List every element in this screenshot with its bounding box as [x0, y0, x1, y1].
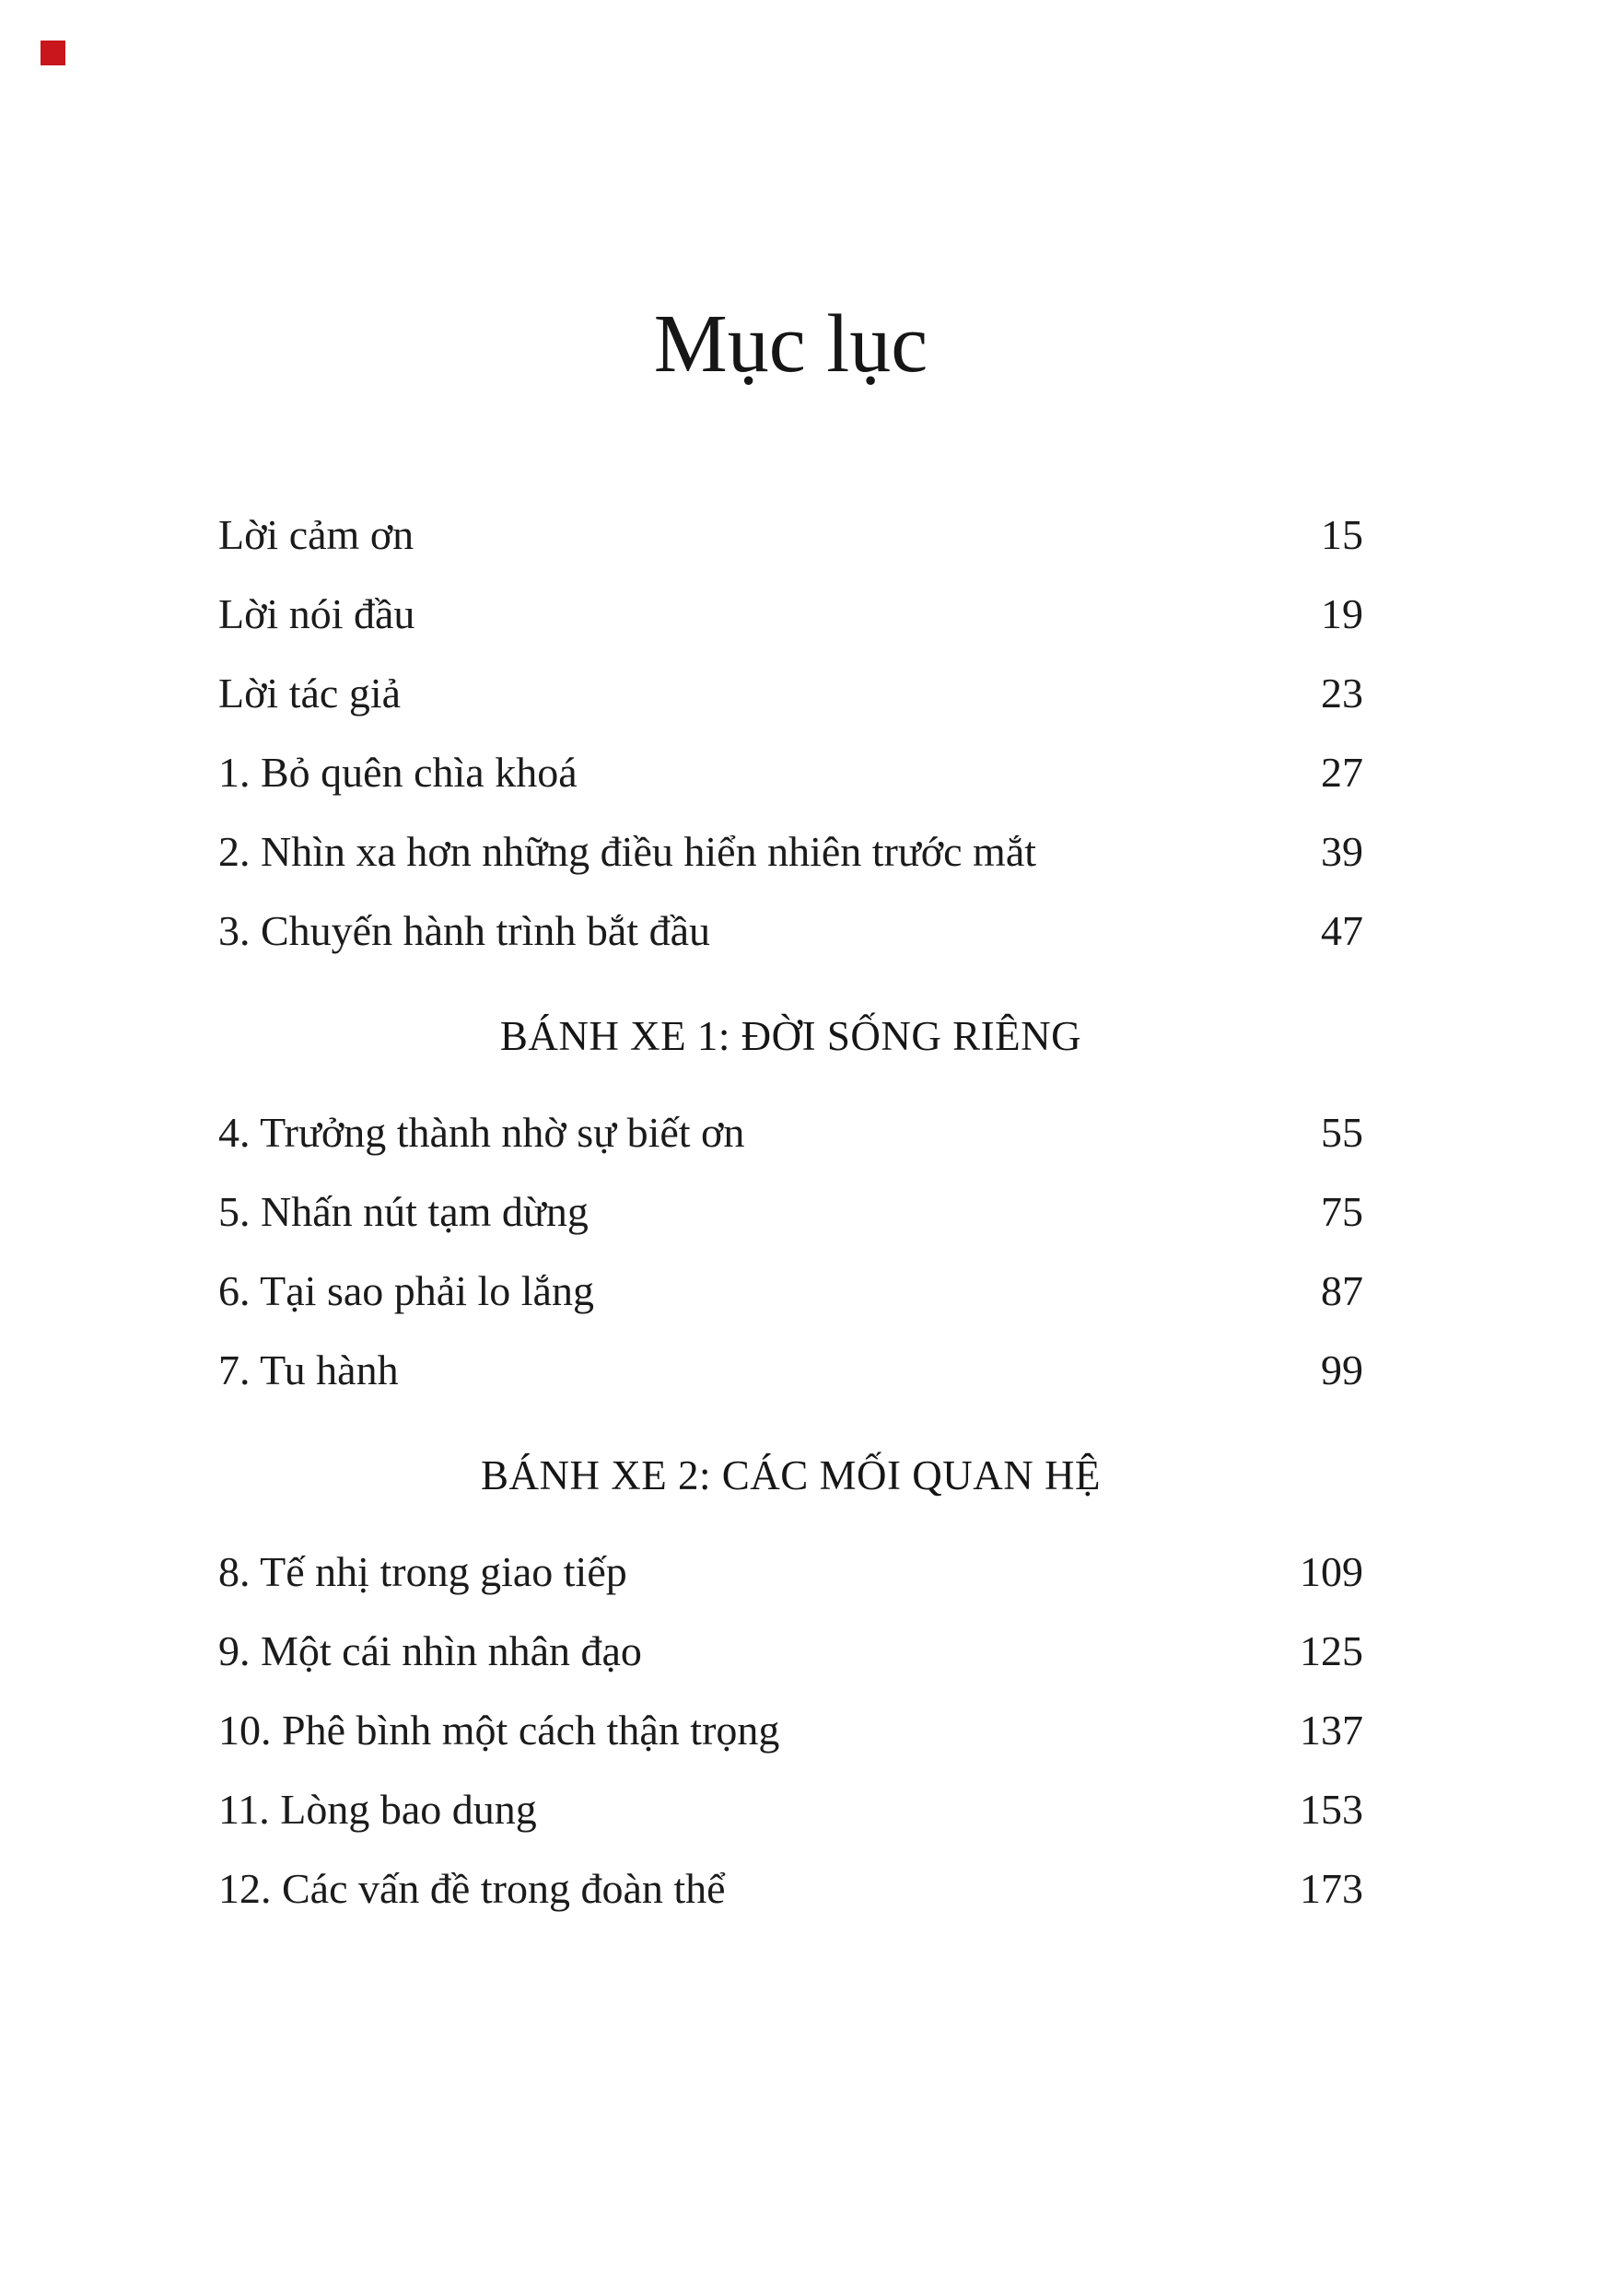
toc-entry	[218, 1533, 1363, 1612]
toc-entry-label: 6. Tại sao phải lo lắng	[218, 1266, 594, 1314]
toc-entry-label: 12. Các vấn đề trong đoàn thể	[218, 1864, 726, 1912]
toc-entry-page: 55	[1321, 1108, 1363, 1156]
toc-entry	[218, 1691, 1363, 1770]
page-content	[218, 297, 1363, 1929]
toc-entry-label: 3. Chuyến hành trình bắt đầu	[218, 906, 711, 954]
toc-entry-label: 9. Một cái nhìn nhân đạo	[218, 1626, 642, 1674]
toc-entry	[218, 892, 1363, 971]
toc-entry-page: 153	[1300, 1785, 1363, 1833]
toc-entry-label: 11. Lòng bao dung	[218, 1785, 537, 1833]
page-title: Mục lục	[653, 298, 928, 390]
toc-entry-page: 15	[1321, 510, 1363, 558]
toc-entry-page: 19	[1321, 589, 1363, 637]
toc-entry-label: 2. Nhìn xa hơn những điều hiển nhiên trước mắt	[218, 827, 1037, 875]
toc-entry	[218, 1093, 1363, 1172]
toc-entry	[218, 1770, 1363, 1849]
toc-entry-page: 23	[1321, 669, 1363, 717]
toc-entry	[218, 1252, 1363, 1331]
toc-entry-page: 39	[1321, 827, 1363, 875]
toc-entry	[218, 1172, 1363, 1252]
toc-entry-label: 4. Trưởng thành nhờ sự biết ơn	[218, 1108, 745, 1156]
toc-entry	[218, 733, 1363, 812]
toc-section-heading: BÁNH XE 2: CÁC MỐI QUAN HỆ	[481, 1451, 1101, 1498]
toc-entry	[218, 1331, 1363, 1410]
toc-entry-page: 125	[1300, 1626, 1363, 1674]
toc-entry-label: 1. Bỏ quên chìa khoá	[218, 748, 578, 796]
toc-entry-label: Lời tác giả	[218, 669, 402, 717]
toc-entry	[218, 575, 1363, 654]
toc-entry-label: 10. Phê bình một cách thận trọng	[218, 1706, 780, 1754]
toc-entry-label: 8. Tế nhị trong giao tiếp	[218, 1547, 627, 1595]
toc-section-heading: BÁNH XE 1: ĐỜI SỐNG RIÊNG	[499, 1012, 1082, 1059]
toc-entry	[218, 495, 1363, 575]
toc-entry	[218, 654, 1363, 733]
toc-entry-label: 7. Tu hành	[218, 1346, 399, 1393]
toc-entry-page: 27	[1321, 748, 1363, 796]
toc-entry-page: 109	[1300, 1547, 1363, 1595]
toc-entry-page: 87	[1321, 1266, 1363, 1314]
red-corner-mark	[41, 41, 65, 65]
toc-entry-page: 173	[1300, 1864, 1363, 1912]
toc-entry-page: 99	[1321, 1346, 1363, 1393]
toc-entry-label: 5. Nhấn nút tạm dừng	[218, 1187, 589, 1235]
toc-entry	[218, 1612, 1363, 1691]
toc-entry-page: 47	[1321, 906, 1363, 954]
toc-entry-label: Lời cảm ơn	[218, 510, 414, 558]
toc-list	[218, 495, 1363, 1929]
toc-entry-label: Lời nói đầu	[218, 589, 415, 637]
toc-entry-page: 137	[1300, 1706, 1363, 1754]
toc-entry	[218, 812, 1363, 892]
toc-entry	[218, 1849, 1363, 1929]
toc-entry-page: 75	[1321, 1187, 1363, 1235]
